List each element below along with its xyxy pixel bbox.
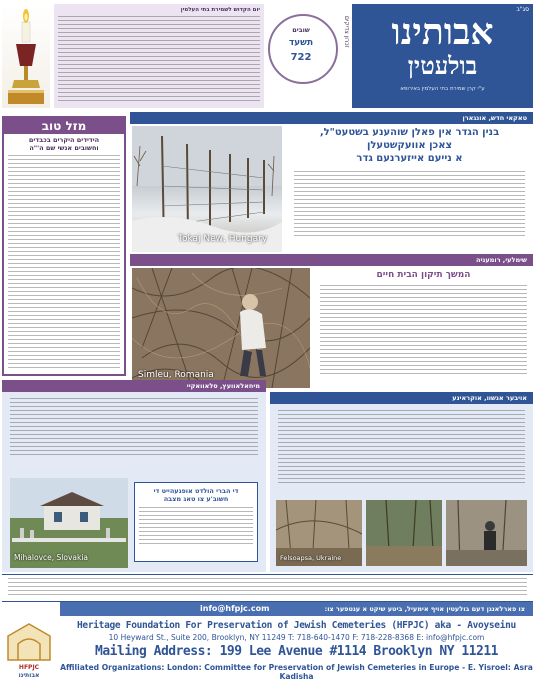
intro-body-lines — [58, 16, 260, 104]
footer-contact-bar — [60, 602, 533, 616]
sidebar-mazal-tov — [2, 116, 126, 376]
badge-number: 722 — [290, 52, 312, 63]
romania-headline: המשך תיקון הבית חיים — [376, 270, 471, 280]
footer-contact-line: צו פארלאנגן דעם בולעטין אויף אימעיל, ביטע שיקט א ענטפער צו: — [324, 605, 525, 613]
title-line-2: בולעטין — [407, 51, 478, 80]
sidebar-body-lines — [8, 155, 120, 369]
romania-photo-caption: Simleu, Romania — [138, 370, 214, 380]
footer-logo-text: HFPJC — [18, 664, 40, 671]
slovakia-quote-2: חשוב'ע צו טאג מצבה — [163, 495, 229, 503]
title-line-1: אבותינו — [391, 11, 494, 53]
title-block — [352, 4, 533, 108]
ukraine-header-text: אויבער אנשוו, אוקראינע — [452, 394, 527, 402]
page-number: סג"ב — [516, 6, 529, 13]
hungary-body-lines — [294, 171, 525, 237]
badge-side-text: זכרון צדיקים — [343, 16, 350, 48]
memorial-candle-image — [2, 4, 50, 108]
badge-year: תשעד — [288, 38, 314, 48]
issue-badge — [268, 14, 338, 84]
ukraine-photo-1 — [276, 500, 362, 566]
footer-logo-text-2: אבותינו — [18, 672, 40, 679]
title-subtitle: ע"י קרן שמירת בתי העלמין באירופא — [400, 86, 485, 92]
romania-article — [314, 268, 533, 388]
footer-org-line: Heritage Foundation For Preservation of Jewish Cemeteries (HFPJC) aka - Avoyseinu — [77, 620, 516, 631]
slovakia-quote-box — [134, 482, 258, 562]
ukraine-panel — [270, 404, 533, 572]
romania-body-lines — [320, 285, 527, 377]
footer-affiliated-line: Affiliated Organizations: London: Committee for Preservation of Jewish Cemeteries in Europe - E. Yisroel: Asra Kadisha — [60, 663, 533, 681]
hungary-article — [286, 126, 533, 252]
slovakia-photo — [10, 478, 128, 568]
hungary-photo — [132, 126, 282, 252]
ukraine-body-lines — [278, 410, 525, 486]
hungary-photo-caption: Tokaj New, Hungary — [178, 234, 268, 244]
footer-address-line: 10 Heyward St., Suite 200, Brooklyn, NY 11249 T: 718-640-1470 F: 718-228-8368 E: info@hfpjc.com — [108, 633, 485, 642]
slovakia-quote-lines — [139, 507, 253, 547]
hungary-headline-2: צאכן אוועקשטעלן — [366, 140, 453, 151]
slovakia-photo-caption: Mihalovce, Slovakia — [14, 553, 89, 562]
bottom-notice-strip — [2, 574, 533, 602]
sidebar-subtitle-1: הידידים היקרים בכבדים — [28, 136, 100, 144]
badge-top-label: שובים — [292, 26, 310, 34]
slovakia-quote-1: די הברי הולדט אופגעהייט די — [153, 487, 239, 495]
header-intro-text — [54, 4, 264, 108]
ukraine-photo-3 — [446, 500, 527, 566]
slovakia-header-text: מיחאלאוועץ, סלאוואקיי — [186, 382, 260, 390]
ukraine-header — [270, 392, 533, 404]
romania-header — [130, 254, 533, 266]
footer-mailing-line: Mailing Address: 199 Lee Avenue #1114 Brooklyn NY 11211 — [95, 644, 498, 659]
ukraine-photo-caption: Felsoapsa, Ukraine — [280, 554, 342, 562]
hungary-headline-3: א נייעם אייזערנעם גדר — [356, 153, 463, 164]
slovakia-panel — [2, 392, 266, 572]
header-banner — [0, 0, 535, 112]
romania-photo — [132, 268, 310, 388]
sidebar-title: מזל טוב — [4, 118, 124, 134]
footer-email[interactable]: info@hfpjc.com — [200, 604, 270, 613]
slovakia-header — [2, 380, 266, 392]
hungary-headline-1: בנין הגדר אין פאלן שוהענע בשטעט"ל, — [319, 127, 500, 138]
ukraine-photo-2 — [366, 500, 442, 566]
intro-heading: יום הקדוש לשמירת בתי העלמין — [180, 7, 260, 13]
hungary-header — [130, 112, 533, 124]
sidebar-subtitle-2: וחשובים אנשי שם ה'"ה — [29, 144, 99, 152]
footer-logo — [2, 620, 56, 680]
hungary-header-text: טאקאי חדש, אונגארן — [462, 114, 527, 122]
slovakia-body-lines — [10, 398, 258, 458]
romania-header-text: שימלעי, רומעניה — [476, 256, 527, 264]
bottom-notice-lines — [8, 578, 527, 596]
